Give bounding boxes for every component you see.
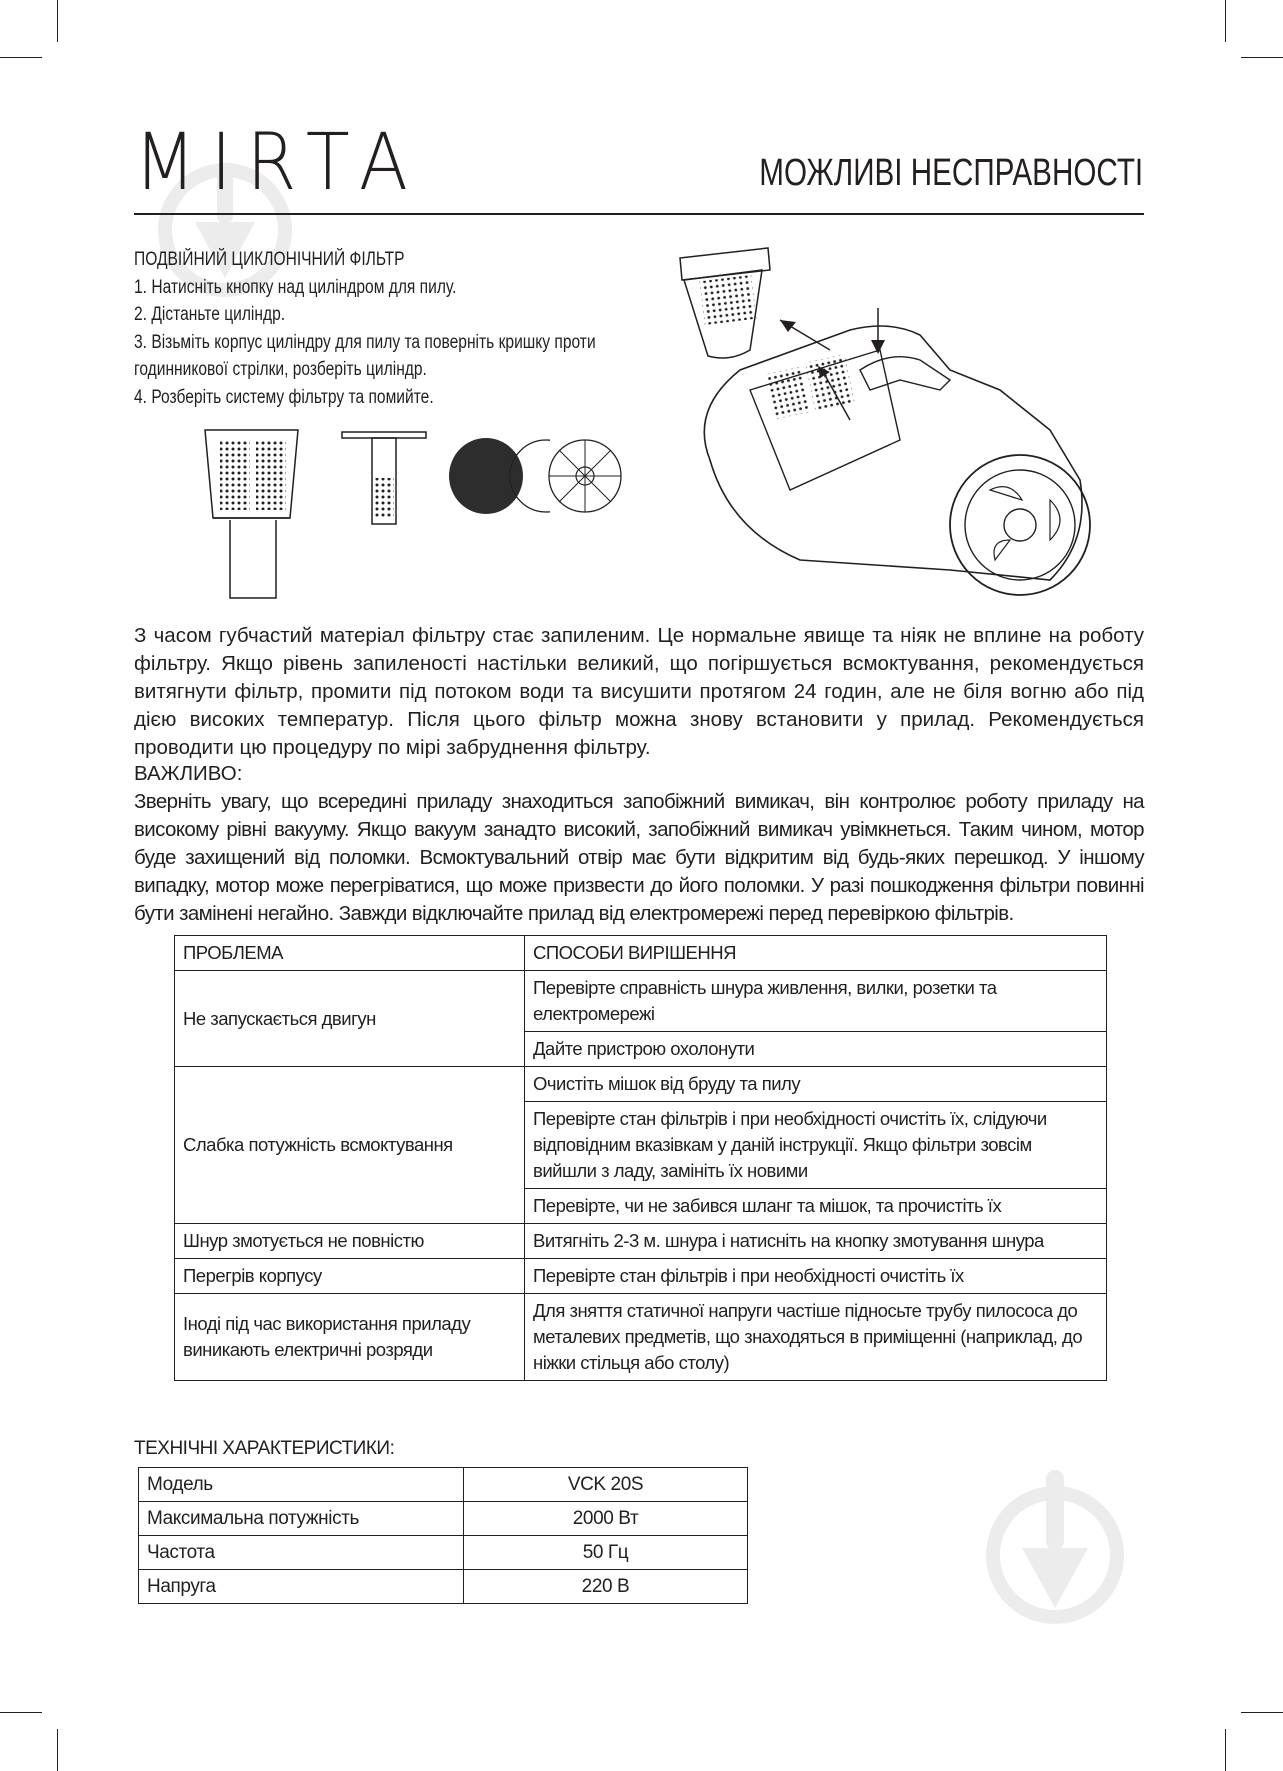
solution-cell: Перевірте стан фільтрів і при необхідності очистіть їх	[525, 1259, 1107, 1294]
table-row	[139, 1570, 748, 1604]
table-header-row	[175, 936, 1107, 971]
header-divider	[134, 213, 1144, 215]
troubleshooting-table	[174, 935, 1107, 1381]
filter-step: 2. Дістаньте циліндр.	[134, 304, 286, 325]
header-solutions: СПОСОБИ ВИРІШЕННЯ	[525, 936, 1107, 971]
table-row	[175, 1259, 1107, 1294]
spec-label: Модель	[139, 1468, 464, 1502]
filter-disc-illustration	[545, 438, 625, 518]
crop-mark	[0, 57, 42, 58]
spec-value: 220 В	[464, 1570, 748, 1604]
filter-instructions	[134, 246, 654, 411]
problem-cell: Не запускається двигун	[175, 971, 525, 1067]
spec-label: Максимальна потужність	[139, 1502, 464, 1536]
table-row	[139, 1536, 748, 1570]
crop-mark	[57, 0, 58, 42]
sponge-text: З часом губчастий матеріал фільтру стає запиленим. Це нормальне явище та ніяк не вплине на роботу фільтру. Якщо рівень запиленості настільки великий, що погіршується всмоктування, рекомендується витягнути фільтр, промити під потоком води та висушити протягом 24 годин, але не біля вогню або під дією високих температур. Після цього фільтр можна знову встановити у прилад. Рекомендується проводити цю процедуру по мірі забруднення фільтру.	[134, 624, 1144, 759]
spec-value: 50 Гц	[464, 1536, 748, 1570]
table-row	[175, 1294, 1107, 1381]
crop-mark	[1241, 1712, 1283, 1713]
brand-logo: MIRTA	[134, 118, 423, 208]
solution-cell: Очистіть мішок від бруду та пилу	[525, 1067, 1107, 1102]
solution-cell: Перевірте справність шнура живлення, вилки, розетки та електромережі	[525, 971, 1107, 1032]
filter-step: 4. Розберіть систему фільтру та помийте.	[134, 386, 434, 408]
vacuum-cleaner-illustration	[650, 240, 1110, 610]
table-row	[175, 971, 1107, 1032]
important-section	[134, 760, 1144, 928]
spec-label: Частота	[139, 1536, 464, 1570]
table-row	[175, 1224, 1107, 1259]
solution-cell: Дайте пристрою охолонути	[525, 1032, 1107, 1067]
specs-table	[138, 1467, 748, 1604]
page-title: МОЖЛИВІ НЕСПРАВНОСТІ	[759, 152, 1143, 194]
solution-cell: Перевірте, чи не забився шланг та мішок, та прочистіть їх	[525, 1189, 1107, 1224]
crop-mark	[0, 1712, 42, 1713]
filter-step: 3. Візьміть корпус циліндру для пилу та поверніть кришку проти	[134, 331, 596, 353]
filter-step: 1. Натисніть кнопку над циліндром для пилу.	[134, 276, 457, 298]
problem-cell: Слабка потужність всмоктування	[175, 1067, 525, 1224]
crop-mark	[57, 1729, 58, 1771]
solution-cell: Витягніть 2-3 м. шнура і натисніть на кнопку змотування шнура	[525, 1224, 1107, 1259]
spec-value: VCK 20S	[464, 1468, 748, 1502]
crop-mark	[1225, 0, 1226, 42]
table-row	[139, 1468, 748, 1502]
solution-cell: Перевірте стан фільтрів і при необхідності очистіть їх, слідуючи відповідним вказівкам у даній інструкції. Якщо фільтри зовсім вийшли з ладу, замініть їх новими	[525, 1102, 1107, 1189]
crop-mark	[1225, 1729, 1226, 1771]
problem-cell: Перегрів корпусу	[175, 1259, 525, 1294]
header-problem: ПРОБЛЕМА	[175, 936, 525, 971]
important-text: Зверніть увагу, що всередині приладу знаходиться запобіжний вимикач, він контролює роботу приладу на високому рівні вакууму. Якщо вакуум занадто високий, запобіжний вимикач увімкнеться. Таким чином, мотор буде захищений від поломки. Всмоктувальний отвір має бути відкритим від будь-яких перешкод. У іншому випадку, мотор може перегріватися, що може призвести до його поломки. У разі пошкодження фільтри повинні бути замінені негайно. Завжди відключайте прилад від електромережі перед перевіркою фільтрів.	[134, 790, 1144, 925]
sponge-paragraph	[134, 622, 1144, 762]
important-label: ВАЖЛИВО:	[134, 762, 243, 785]
problem-cell: Іноді під час використання приладу виникають електричні розряди	[175, 1294, 525, 1381]
filter-heading: ПОДВІЙНИЙ ЦИКЛОНІЧНИЙ ФІЛЬТР	[134, 249, 405, 270]
watermark-icon	[980, 1470, 1130, 1630]
spec-value: 2000 Вт	[464, 1502, 748, 1536]
problem-cell: Шнур змотується не повністю	[175, 1224, 525, 1259]
filter-parts-illustration	[200, 428, 550, 608]
spec-label: Напруга	[139, 1570, 464, 1604]
specs-title: ТЕХНІЧНІ ХАРАКТЕРИСТИКИ:	[134, 1438, 395, 1459]
table-row	[139, 1502, 748, 1536]
table-row	[175, 1067, 1107, 1102]
solution-cell: Для зняття статичної напруги частіше підносьте трубу пилососа до металевих предметів, що знаходяться в приміщенні (наприклад, до ніжки стільця або столу)	[525, 1294, 1107, 1381]
crop-mark	[1241, 57, 1283, 58]
filter-step: годинникової стрілки, розберіть циліндр.	[134, 359, 427, 380]
